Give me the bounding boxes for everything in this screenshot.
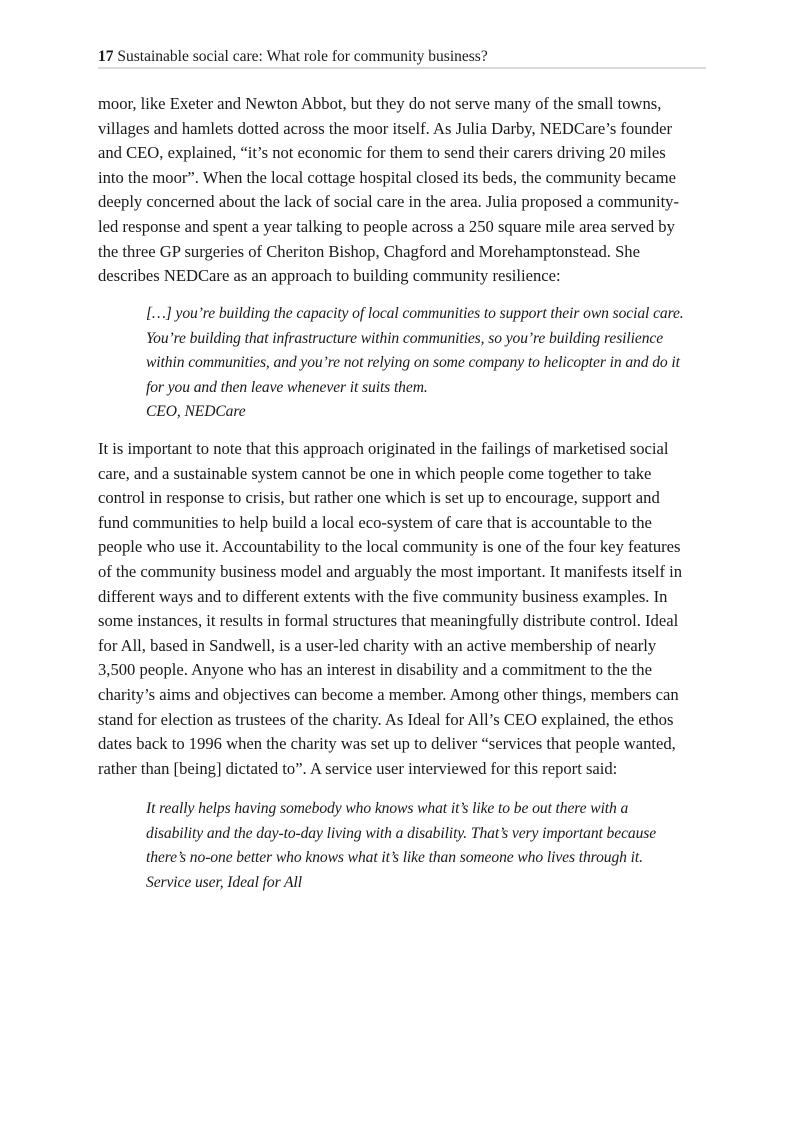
text-line: describes NEDCare as an approach to building community resilience: — [98, 266, 561, 286]
text-line: the three GP surgeries of Cheriton Bishop, Chagford and Morehamptonstead. She — [98, 241, 640, 261]
text-line: care, and a sustainable system cannot be one in which people come together to take — [98, 463, 652, 483]
document-title: Sustainable social care: What role for community business? — [117, 48, 488, 65]
text-line: charity’s aims and objectives can become a member. Among other things, members can — [98, 684, 679, 704]
text-line: some instances, it results in formal structures that meaningfully distribute control. Ideal — [98, 611, 679, 631]
text-line: and CEO, explained, “it’s not economic for them to send their carers driving 20 miles — [98, 143, 666, 163]
text-line: stand for election as trustees of the charity. As Ideal for All’s CEO explained, the ethos — [98, 709, 674, 729]
running-header — [98, 47, 706, 69]
text-line: It is important to note that this approach originated in the failings of marketised social — [98, 439, 669, 458]
quote-attribution: CEO, NEDCare — [146, 403, 246, 421]
quote-line: It really helps having somebody who knows what it’s like to be out there with a — [146, 800, 629, 817]
text-line: of the community business model and arguably the most important. It manifests itself in — [98, 561, 683, 581]
text-line: people who use it. Accountability to the local community is one of the four key features — [98, 537, 681, 557]
text-line: fund communities to help build a local eco-system of care that is accountable to the — [98, 512, 652, 532]
quote-line: within communities, and you’re not relying on some company to helicopter in and do it — [146, 354, 680, 372]
text-line: dates back to 1996 when the charity was set up to deliver “services that people wanted, — [98, 734, 676, 754]
body-paragraph-1 — [98, 92, 710, 289]
page-number: 17 — [98, 48, 114, 65]
body-paragraph-2 — [98, 437, 710, 781]
quote-line: You’re building that infrastructure within communities, so you’re building resilience — [146, 329, 664, 347]
text-line: different ways and to different extents with the five community business examples. In — [98, 586, 668, 606]
text-line: into the moor”. When the local cottage hospital closed its beds, the community became — [98, 167, 677, 187]
text-line: rather than [being] dictated to”. A service user interviewed for this report said: — [98, 758, 618, 778]
text-line: led response and spent a year talking to people across a 250 square mile area served by — [98, 216, 675, 236]
text-line: deeply concerned about the lack of social care in the area. Julia proposed a community- — [98, 192, 680, 212]
quote-line: disability and the day-to-day living with a disability. That’s very important because — [146, 824, 657, 842]
block-quote-nedcare — [146, 302, 706, 425]
text-line: villages and hamlets dotted across the moor itself. As Julia Darby, NEDCare’s founder — [98, 118, 673, 138]
text-line: moor, like Exeter and Newton Abbot, but they do not serve many of the small towns, — [98, 94, 662, 113]
quote-line: […] you’re building the capacity of local communities to support their own social care. — [146, 305, 684, 322]
quote-line: for you and then leave whenever it suits them. — [146, 378, 428, 396]
block-quote-service-user — [146, 797, 706, 895]
text-line: for All, based in Sandwell, is a user-led charity with an active membership of nearly — [98, 635, 657, 655]
text-line: 3,500 people. Anyone who has an interest in disability and a commitment to the the — [98, 660, 652, 680]
quote-line: there’s no-one better who knows what it’s like than someone who lives through it. — [146, 849, 643, 867]
quote-attribution: Service user, Ideal for All — [146, 873, 302, 891]
text-line: control in response to crisis, but rather one which is set up to encourage, support and — [98, 488, 660, 508]
